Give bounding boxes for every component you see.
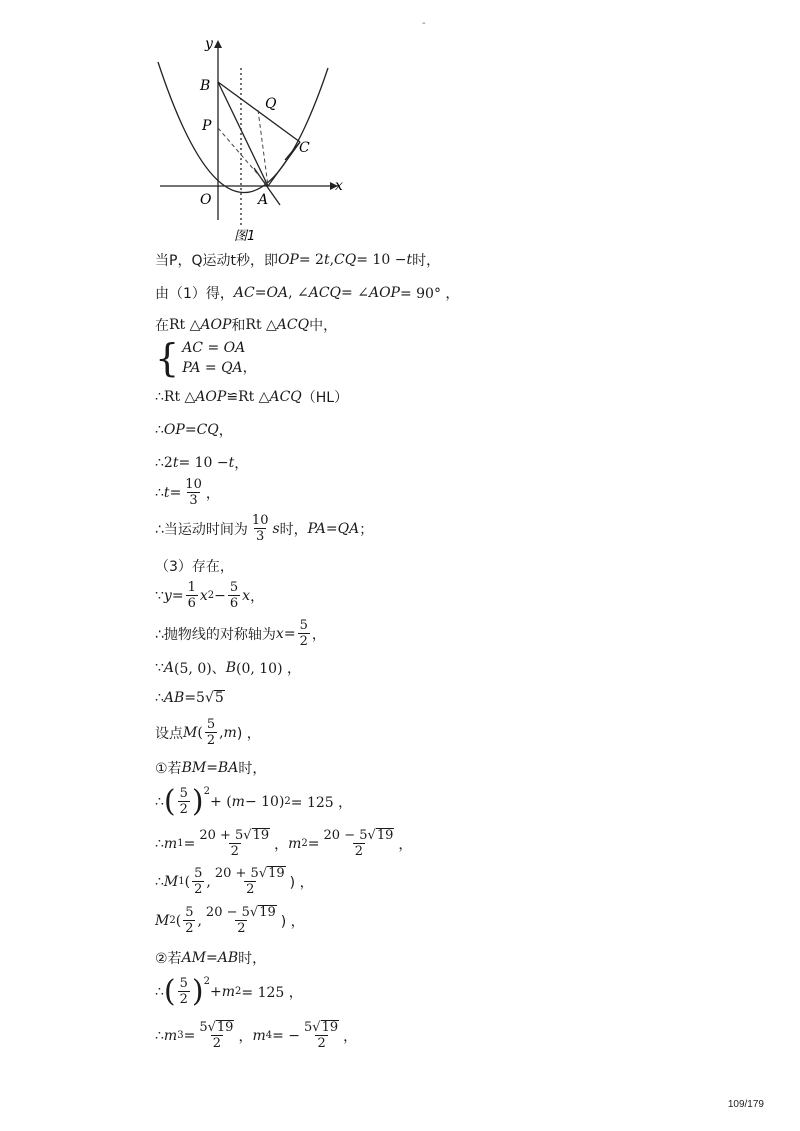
line-20: M 2 ( $\frac{5}{2}$ , 20 − 5 √ 19 2 ) ， <box>155 905 305 936</box>
line-11: ∵ y = $\frac{1}{6}$ x 2 − $\frac{5}{6}$ x ， <box>155 580 265 611</box>
line-7: ∴2 t = 10 − t ， <box>155 455 249 472</box>
label-x: x <box>335 178 343 194</box>
line-1: 当P，Q运动t秒，即 OP = 2 t , CQ = 10 − t 时， <box>155 252 441 269</box>
label-o: O <box>200 192 212 208</box>
line-23: ∴ m 3 = 5 √ 19 2 ， m 4 = − 5 √ 19 2 ， <box>155 1020 358 1051</box>
line-3: 在 Rt △ AOP 和 Rt △ ACQ 中， <box>155 317 338 334</box>
label-c: C <box>299 140 310 156</box>
line-17: ∴ ( $\frac{5}{2}$ ) $^2$ + ( m − 10) 2 = 125 ， <box>155 783 353 819</box>
line-6: ∴ OP = CQ ， <box>155 422 233 439</box>
line-19: ∴ M 1 ( $\frac{5}{2}$ , 20 + 5 √ 19 2 ) ， <box>155 866 314 897</box>
page-number: 109/179 <box>727 1099 764 1110</box>
line-18: ∴ m 1 = 20 + 5 √ 19 2 ， m 2 = 20 − 5 √ 19 2 ， <box>155 828 413 859</box>
line-10: （3）存在， <box>155 559 234 575</box>
figure-caption: 图1 <box>234 229 256 244</box>
parabola-figure <box>150 30 350 245</box>
line-22: ∴ ( $\frac{5}{2}$ ) $^2$ + m 2 = 125 ， <box>155 973 303 1009</box>
line-2: 由（1）得， AC = OA , ∠ ACQ = ∠ AOP = 90° ， <box>155 285 460 302</box>
line-9: ∴当运动时间为 $\frac{10}{3}$ s 时， PA = QA ； <box>155 513 374 544</box>
label-p: P <box>202 118 212 134</box>
label-y: y <box>205 36 213 52</box>
line-21: ②若 AM = AB 时， <box>155 950 267 967</box>
line-15: 设点 M ( $\frac{5}{2}$ , m ) ， <box>155 717 261 748</box>
line-13: ∵ A (5, 0)、 B (0, 10) ， <box>155 660 301 677</box>
label-b: B <box>200 78 211 94</box>
label-q: Q <box>265 96 277 112</box>
line-4-system: { AC = OA PA = QA， <box>155 336 257 380</box>
line-5: ∴ Rt △ AOP ≌ Rt △ ACQ （HL） <box>155 389 349 406</box>
top-mark: - <box>422 18 426 29</box>
line-16: ①若 BM = BA 时， <box>155 760 267 777</box>
line-8: ∴ t = $\frac{10}{3}$ ， <box>155 477 220 508</box>
line-12: ∴抛物线的对称轴为 x = $\frac{5}{2}$ ， <box>155 618 326 649</box>
line-14: ∴ AB =5 √ 5 <box>155 690 224 706</box>
label-a: A <box>258 192 269 208</box>
